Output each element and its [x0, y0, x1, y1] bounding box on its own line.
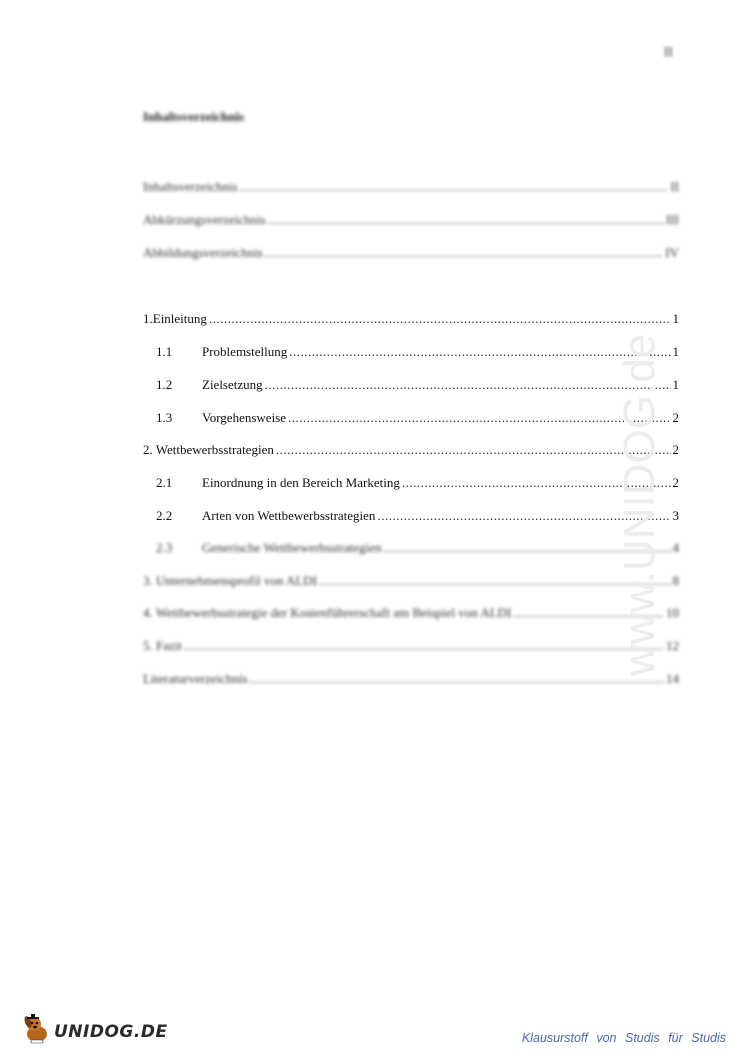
- toc-entry-page: II: [670, 179, 679, 194]
- toc-entry-page: 14: [666, 671, 679, 686]
- toc-entry-label: Arten von Wettbewerbsstrategien: [202, 508, 376, 523]
- leader-dots: [268, 212, 664, 228]
- toc-entry-label: Problemstellung: [202, 344, 288, 359]
- leader-dots: [250, 671, 664, 687]
- toc-entry-chapter-3: [143, 573, 679, 589]
- toc-entry-label: Abbildungsverzeichnis: [143, 245, 263, 260]
- toc-entry-page: 12: [666, 638, 679, 653]
- toc-entry-label: 1.Einleitung: [143, 311, 207, 326]
- toc-entry-page: 10: [666, 605, 679, 620]
- toc-entry-number: 2.1: [156, 475, 173, 490]
- toc-entry-page: 3: [672, 508, 679, 523]
- page-number: II: [664, 44, 673, 59]
- toc-entry-number: 2.3: [156, 540, 173, 555]
- logo-text: UNIDOG.DE: [54, 1021, 168, 1042]
- leader-dots: [276, 442, 671, 458]
- toc-entry-number: 1.2: [156, 377, 173, 392]
- toc-entry-page: 2: [672, 442, 679, 457]
- dog-mascot-icon: [22, 1013, 52, 1050]
- toc-entry-page: 1: [672, 377, 679, 392]
- toc-title: Inhaltsverzeichnis: [143, 109, 245, 124]
- toc-entry-1-3: [143, 410, 679, 426]
- toc-entry-label: Abkürzungsverzeichnis: [143, 212, 266, 227]
- toc-entry-page: IV: [665, 245, 679, 260]
- toc-entry-number: 2.2: [156, 508, 173, 523]
- leader-dots: [265, 245, 663, 261]
- toc-entry-number: 1.1: [156, 344, 173, 359]
- toc-entry-label: Literaturverzeichnis: [143, 671, 248, 686]
- toc-entry-2-3: [143, 540, 679, 556]
- toc-entry-label: 2. Wettbewerbsstrategien: [143, 442, 274, 457]
- toc-entry-front-3: [143, 245, 679, 261]
- watermark: www.UNIDOG.de: [615, 333, 664, 677]
- leader-dots: [240, 179, 669, 195]
- toc-entry-page: 2: [672, 410, 679, 425]
- leader-dots: [209, 311, 671, 327]
- toc-entry-label: Generische Wettbewerbsstrategien: [202, 540, 382, 555]
- toc-entry-front-1: [143, 179, 679, 195]
- toc-entry-1-2: [143, 377, 679, 393]
- toc-entry-label: Zielsetzung: [202, 377, 263, 392]
- unidog-logo[interactable]: [22, 1013, 168, 1050]
- toc-entry-2-1: [143, 475, 679, 491]
- toc-entry-label: 4. Wettbewerbsstrategie der Kostenführerschaft am Beispiel von ALDI: [143, 605, 512, 620]
- toc-entry-label: 5. Fazit: [143, 638, 182, 653]
- toc-entry-page: 2: [672, 475, 679, 490]
- toc-entry-label: Vorgehensweise: [202, 410, 287, 425]
- toc-entry-page: III: [666, 212, 679, 227]
- toc-entry-page: 4: [672, 540, 679, 555]
- toc-entry-front-2: [143, 212, 679, 228]
- toc-entry-2-2: [143, 508, 679, 524]
- toc-entry-number: 1.3: [156, 410, 173, 425]
- toc-entry-chapter-2: [143, 442, 679, 458]
- toc-entry-chapter-5: [143, 638, 679, 654]
- toc-entry-1-1: [143, 344, 679, 360]
- toc-entry-label: Einordnung in den Bereich Marketing: [202, 475, 400, 490]
- leader-dots: [289, 344, 670, 360]
- leader-dots: [265, 377, 671, 393]
- toc-entry-page: 1: [672, 311, 679, 326]
- toc-entry-label: 3. Unternehmensprofil von ALDI: [143, 573, 318, 588]
- toc-entry-page: 1: [672, 344, 679, 359]
- toc-entry-chapter-4: [143, 605, 679, 621]
- footer-tagline: Klausurstoff von Studis für Studis: [521, 1031, 726, 1045]
- toc-entry-bibliography: [143, 671, 679, 687]
- toc-entry-page: 8: [672, 573, 679, 588]
- leader-dots: [184, 638, 664, 654]
- leader-dots: [288, 410, 670, 426]
- toc-entry-chapter-1: [143, 311, 679, 327]
- toc-entry-label: Inhaltsverzeichnis: [143, 179, 238, 194]
